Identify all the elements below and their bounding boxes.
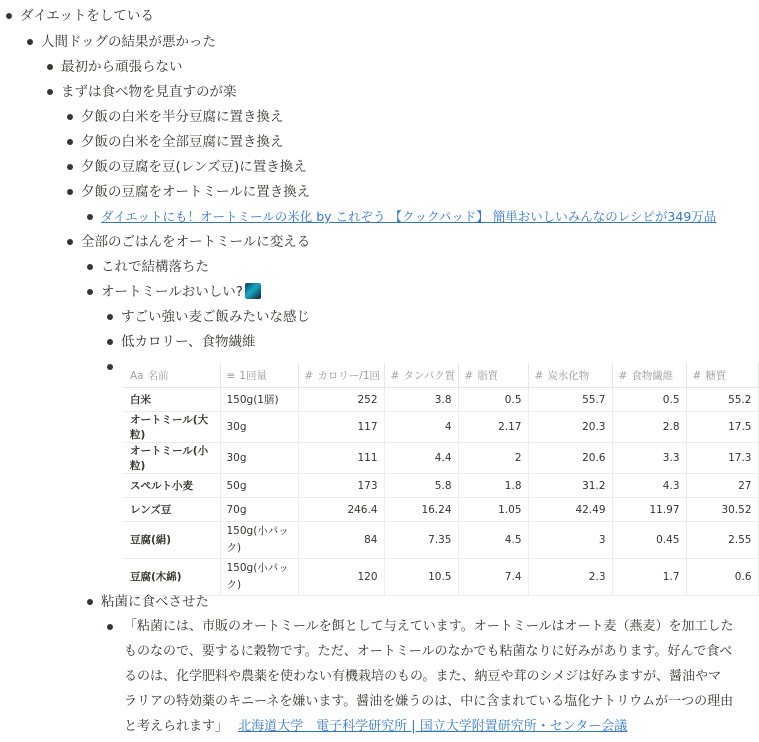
bullet-icon [6, 13, 12, 19]
cell-fat[interactable]: 7.4 [458, 559, 528, 596]
number-icon: # [534, 369, 544, 382]
column-header[interactable]: # 食物繊維 [612, 363, 686, 388]
cell-fiber[interactable]: 3.3 [612, 443, 686, 474]
bullet-icon [87, 214, 93, 220]
cell-fiber[interactable]: 1.7 [612, 559, 686, 596]
cell-carbs[interactable]: 20.3 [528, 412, 612, 443]
cell-amount[interactable]: 150g(小パック) [220, 522, 298, 559]
cell-carbs[interactable]: 55.7 [528, 388, 612, 412]
cell-protein[interactable]: 4.4 [384, 443, 458, 474]
bullet-icon [107, 314, 113, 320]
column-header[interactable]: # タンパク質 [384, 363, 458, 388]
cell-carbs[interactable]: 2.3 [528, 559, 612, 596]
bullet-icon [47, 89, 53, 95]
number-icon: # [692, 369, 702, 382]
cell-protein[interactable]: 4 [384, 412, 458, 443]
cell-name[interactable]: 白米 [124, 388, 220, 412]
cell-sugar[interactable]: 30.52 [686, 498, 758, 522]
cell-fat[interactable]: 4.5 [458, 522, 528, 559]
cell-name[interactable]: オートミール(大粒) [124, 412, 220, 443]
bullet-icon [67, 164, 73, 170]
cell-amount[interactable]: 30g [220, 412, 298, 443]
cell-fiber[interactable]: 11.97 [612, 498, 686, 522]
cell-calories[interactable]: 117 [298, 412, 384, 443]
table-row[interactable] [124, 443, 758, 474]
list-item [0, 205, 758, 229]
cell-amount[interactable]: 70g [220, 498, 298, 522]
column-header[interactable]: # 糖質 [686, 363, 758, 388]
bullet-icon [107, 624, 113, 630]
cell-fat[interactable]: 1.8 [458, 474, 528, 498]
cell-name[interactable]: 豆腐(絹) [124, 522, 220, 559]
custom-emoji-icon [245, 283, 261, 299]
cell-carbs[interactable]: 20.6 [528, 443, 612, 474]
table-row[interactable] [124, 522, 758, 559]
cell-sugar[interactable]: 55.2 [686, 388, 758, 412]
bullet-icon [67, 139, 73, 145]
cell-protein[interactable]: 16.24 [384, 498, 458, 522]
column-header[interactable]: # カロリー/1回 [298, 363, 384, 388]
cell-sugar[interactable]: 17.5 [686, 412, 758, 443]
cell-name[interactable]: オートミール(小粒) [124, 443, 220, 474]
cell-sugar[interactable]: 17.3 [686, 443, 758, 474]
cell-fat[interactable]: 1.05 [458, 498, 528, 522]
column-header[interactable]: # 脂質 [458, 363, 528, 388]
number-icon: # [618, 369, 628, 382]
column-header[interactable]: Aa 名前 [124, 363, 220, 388]
cell-amount[interactable]: 50g [220, 474, 298, 498]
cell-fiber[interactable]: 0.45 [612, 522, 686, 559]
cell-amount[interactable]: 150g(1膳) [220, 388, 298, 412]
bullet-icon [107, 339, 113, 345]
bullet-icon [47, 64, 53, 70]
table-row[interactable] [124, 412, 758, 443]
text-property-icon: Aa [130, 369, 144, 382]
table-row[interactable] [124, 474, 758, 498]
cell-calories[interactable]: 252 [298, 388, 384, 412]
cell-fat[interactable]: 2.17 [458, 412, 528, 443]
cell-carbs[interactable]: 3 [528, 522, 612, 559]
recipe-link[interactable]: ダイエットにも！オートミールの米化 by これぞう 【クックパッド】 簡単おいしいみんなのレシピが349万品 [101, 209, 717, 224]
cell-protein[interactable]: 5.8 [384, 474, 458, 498]
bullet-icon [87, 289, 93, 295]
cell-sugar[interactable]: 0.6 [686, 559, 758, 596]
text-lines-icon: ≡ [226, 369, 236, 382]
bullet-icon [67, 189, 73, 195]
cell-sugar[interactable]: 27 [686, 474, 758, 498]
number-icon: # [304, 369, 314, 382]
cell-carbs[interactable]: 42.49 [528, 498, 612, 522]
cell-name[interactable]: 豆腐(木綿) [124, 559, 220, 596]
table-header-row [124, 363, 758, 388]
cell-carbs[interactable]: 31.2 [528, 474, 612, 498]
cell-calories[interactable]: 111 [298, 443, 384, 474]
cell-protein[interactable]: 7.35 [384, 522, 458, 559]
bullet-icon [67, 114, 73, 120]
table-row[interactable] [124, 388, 758, 412]
cell-calories[interactable]: 246.4 [298, 498, 384, 522]
cell-fat[interactable]: 2 [458, 443, 528, 474]
cell-name[interactable]: レンズ豆 [124, 498, 220, 522]
column-header[interactable]: # 炭水化物 [528, 363, 612, 388]
bullet-icon [107, 364, 113, 370]
cell-amount[interactable]: 30g [220, 443, 298, 474]
cell-protein[interactable]: 10.5 [384, 559, 458, 596]
cell-sugar[interactable]: 2.55 [686, 522, 758, 559]
bullet-icon [87, 599, 93, 605]
table-row[interactable] [124, 498, 758, 522]
cell-calories[interactable]: 173 [298, 474, 384, 498]
number-icon: # [464, 369, 474, 382]
cell-fiber[interactable]: 0.5 [612, 388, 686, 412]
source-link[interactable]: 北海道大学 電子科学研究所 | 国立大学附置研究所・センター会議 [238, 719, 628, 734]
cell-name[interactable]: スペルト小麦 [124, 474, 220, 498]
cell-amount[interactable]: 150g(小パック) [220, 559, 298, 596]
bullet-icon [87, 264, 93, 270]
number-icon: # [390, 369, 400, 382]
table-row[interactable] [124, 559, 758, 596]
bullet-icon [67, 239, 73, 245]
cell-fat[interactable]: 0.5 [458, 388, 528, 412]
column-header[interactable]: ≡ 1回量 [220, 363, 298, 388]
cell-fiber[interactable]: 4.3 [612, 474, 686, 498]
cell-fiber[interactable]: 2.8 [612, 412, 686, 443]
bullet-icon [27, 39, 33, 45]
cell-calories[interactable]: 84 [298, 522, 384, 559]
cell-calories[interactable]: 120 [298, 559, 384, 596]
cell-protein[interactable]: 3.8 [384, 388, 458, 412]
nutrition-table [124, 363, 758, 591]
